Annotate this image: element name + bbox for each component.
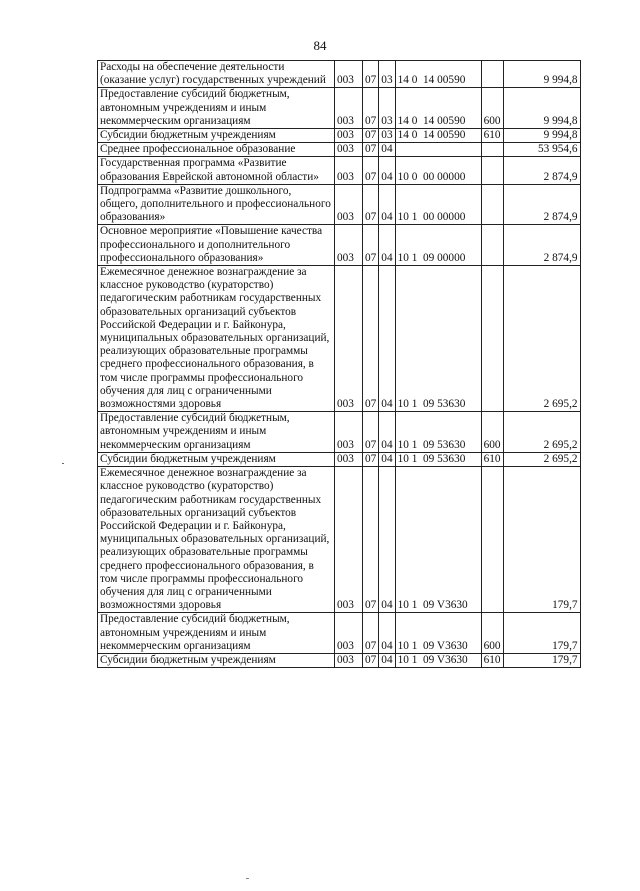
scan-mark: [246, 878, 249, 879]
row-vr: 600: [481, 613, 503, 654]
row-cs: 14 0 14 00590: [395, 61, 481, 88]
row-rz: 07: [363, 129, 379, 143]
row-vr: [481, 184, 503, 225]
row-rz: 07: [363, 184, 379, 225]
row-rz: 07: [363, 157, 379, 184]
row-vr: [481, 225, 503, 266]
row-pr: 04: [379, 653, 395, 667]
row-pr: 04: [379, 412, 395, 453]
row-sum: 179,7: [503, 613, 580, 654]
row-cs: [395, 143, 481, 157]
row-name: Субсидии бюджетным учреждениям: [98, 129, 335, 143]
row-vr: [481, 266, 503, 412]
row-pr: 03: [379, 88, 395, 129]
row-sum: 179,7: [503, 467, 580, 613]
row-rz: 07: [363, 143, 379, 157]
row-rz: 07: [363, 88, 379, 129]
row-rz: 07: [363, 61, 379, 88]
row-cs: 10 1 09 53630: [395, 412, 481, 453]
row-pr: 04: [379, 184, 395, 225]
row-vr: 610: [481, 452, 503, 466]
row-sum: 2 874,9: [503, 157, 580, 184]
table-row: [98, 613, 581, 654]
row-rz: 07: [363, 412, 379, 453]
row-rz: 07: [363, 225, 379, 266]
table-row: [98, 88, 581, 129]
row-gr: 003: [335, 129, 363, 143]
row-name: Государственная программа «Развитие образования Еврейской автономной области»: [98, 157, 335, 184]
row-pr: 03: [379, 129, 395, 143]
row-gr: 003: [335, 184, 363, 225]
row-pr: 04: [379, 143, 395, 157]
table-row: [98, 266, 581, 412]
row-gr: 003: [335, 613, 363, 654]
row-gr: 003: [335, 266, 363, 412]
table-row: [98, 412, 581, 453]
row-pr: 04: [379, 266, 395, 412]
row-cs: 10 1 09 53630: [395, 266, 481, 412]
row-pr: 03: [379, 61, 395, 88]
row-cs: 10 1 09 V3630: [395, 613, 481, 654]
row-name: Подпрограмма «Развитие дошкольного, общего, дополнительного и профессионального образования»: [98, 184, 335, 225]
row-pr: 04: [379, 613, 395, 654]
row-sum: 9 994,8: [503, 88, 580, 129]
row-rz: 07: [363, 266, 379, 412]
row-name: Субсидии бюджетным учреждениям: [98, 653, 335, 667]
row-gr: 003: [335, 467, 363, 613]
table-row: [98, 225, 581, 266]
row-sum: 2 695,2: [503, 452, 580, 466]
row-name: Расходы на обеспечение деятельности (оказание услуг) государственных учреждений: [98, 61, 335, 88]
table-row: [98, 143, 581, 157]
row-cs: 10 1 09 V3630: [395, 653, 481, 667]
row-sum: 53 954,6: [503, 143, 580, 157]
row-cs: 10 1 09 V3630: [395, 467, 481, 613]
row-vr: [481, 143, 503, 157]
row-cs: 14 0 14 00590: [395, 88, 481, 129]
row-name: Предоставление субсидий бюджетным, автономным учреждениям и иным некоммерческим организациям: [98, 88, 335, 129]
row-gr: 003: [335, 653, 363, 667]
row-gr: 003: [335, 88, 363, 129]
row-name: Основное мероприятие «Повышение качества профессионального и дополнительного профессионального образования»: [98, 225, 335, 266]
row-rz: 07: [363, 452, 379, 466]
row-pr: 04: [379, 225, 395, 266]
row-sum: 2 874,9: [503, 225, 580, 266]
row-rz: 07: [363, 653, 379, 667]
table-row: [98, 467, 581, 613]
row-cs: 14 0 14 00590: [395, 129, 481, 143]
row-vr: [481, 61, 503, 88]
row-gr: 003: [335, 157, 363, 184]
row-cs: 10 1 00 00000: [395, 184, 481, 225]
row-vr: 600: [481, 88, 503, 129]
row-vr: 600: [481, 412, 503, 453]
row-vr: [481, 467, 503, 613]
row-vr: 610: [481, 129, 503, 143]
row-gr: 003: [335, 61, 363, 88]
row-gr: 003: [335, 452, 363, 466]
table-row: [98, 157, 581, 184]
row-vr: [481, 157, 503, 184]
row-gr: 003: [335, 143, 363, 157]
row-cs: 10 1 09 00000: [395, 225, 481, 266]
row-sum: 2 695,2: [503, 412, 580, 453]
row-pr: 04: [379, 467, 395, 613]
row-name: Среднее профессиональное образование: [98, 143, 335, 157]
row-rz: 07: [363, 467, 379, 613]
row-sum: 2 695,2: [503, 266, 580, 412]
row-gr: 003: [335, 225, 363, 266]
table-row: [98, 653, 581, 667]
budget-table: [97, 60, 581, 668]
row-pr: 04: [379, 452, 395, 466]
scan-mark: [62, 463, 64, 464]
table-row: [98, 61, 581, 88]
table-row: [98, 129, 581, 143]
row-sum: 2 874,9: [503, 184, 580, 225]
row-name: Ежемесячное денежное вознаграждение за классное руководство (кураторство) педагогическим работникам государственных образовательных организаций субъектов Российской Федерации и г. Байконура, муниципальных образовательных организаций, реализующих образовательные программы среднего профессионального образования, в том числе программы профессионального обучения для лиц с ограниченными возможностями здоровья: [98, 467, 335, 613]
row-pr: 04: [379, 157, 395, 184]
row-name: Предоставление субсидий бюджетным, автономным учреждениям и иным некоммерческим организациям: [98, 613, 335, 654]
row-sum: 179,7: [503, 653, 580, 667]
row-vr: 610: [481, 653, 503, 667]
row-sum: 9 994,8: [503, 61, 580, 88]
row-name: Ежемесячное денежное вознаграждение за классное руководство (кураторство) педагогическим работникам государственных образовательных организаций субъектов Российской Федерации и г. Байконура, муниципальных образовательных организаций, реализующих образовательные программы среднего профессионального образования, в том числе программы профессионального обучения для лиц с ограниченными возможностями здоровья: [98, 266, 335, 412]
row-name: Предоставление субсидий бюджетным, автономным учреждениям и иным некоммерческим организациям: [98, 412, 335, 453]
row-name: Субсидии бюджетным учреждениям: [98, 452, 335, 466]
row-gr: 003: [335, 412, 363, 453]
page-number: 84: [313, 38, 327, 53]
table-body: [98, 61, 581, 668]
row-cs: 10 0 00 00000: [395, 157, 481, 184]
table-row: [98, 184, 581, 225]
row-cs: 10 1 09 53630: [395, 452, 481, 466]
table-row: [98, 452, 581, 466]
row-sum: 9 994,8: [503, 129, 580, 143]
row-rz: 07: [363, 613, 379, 654]
